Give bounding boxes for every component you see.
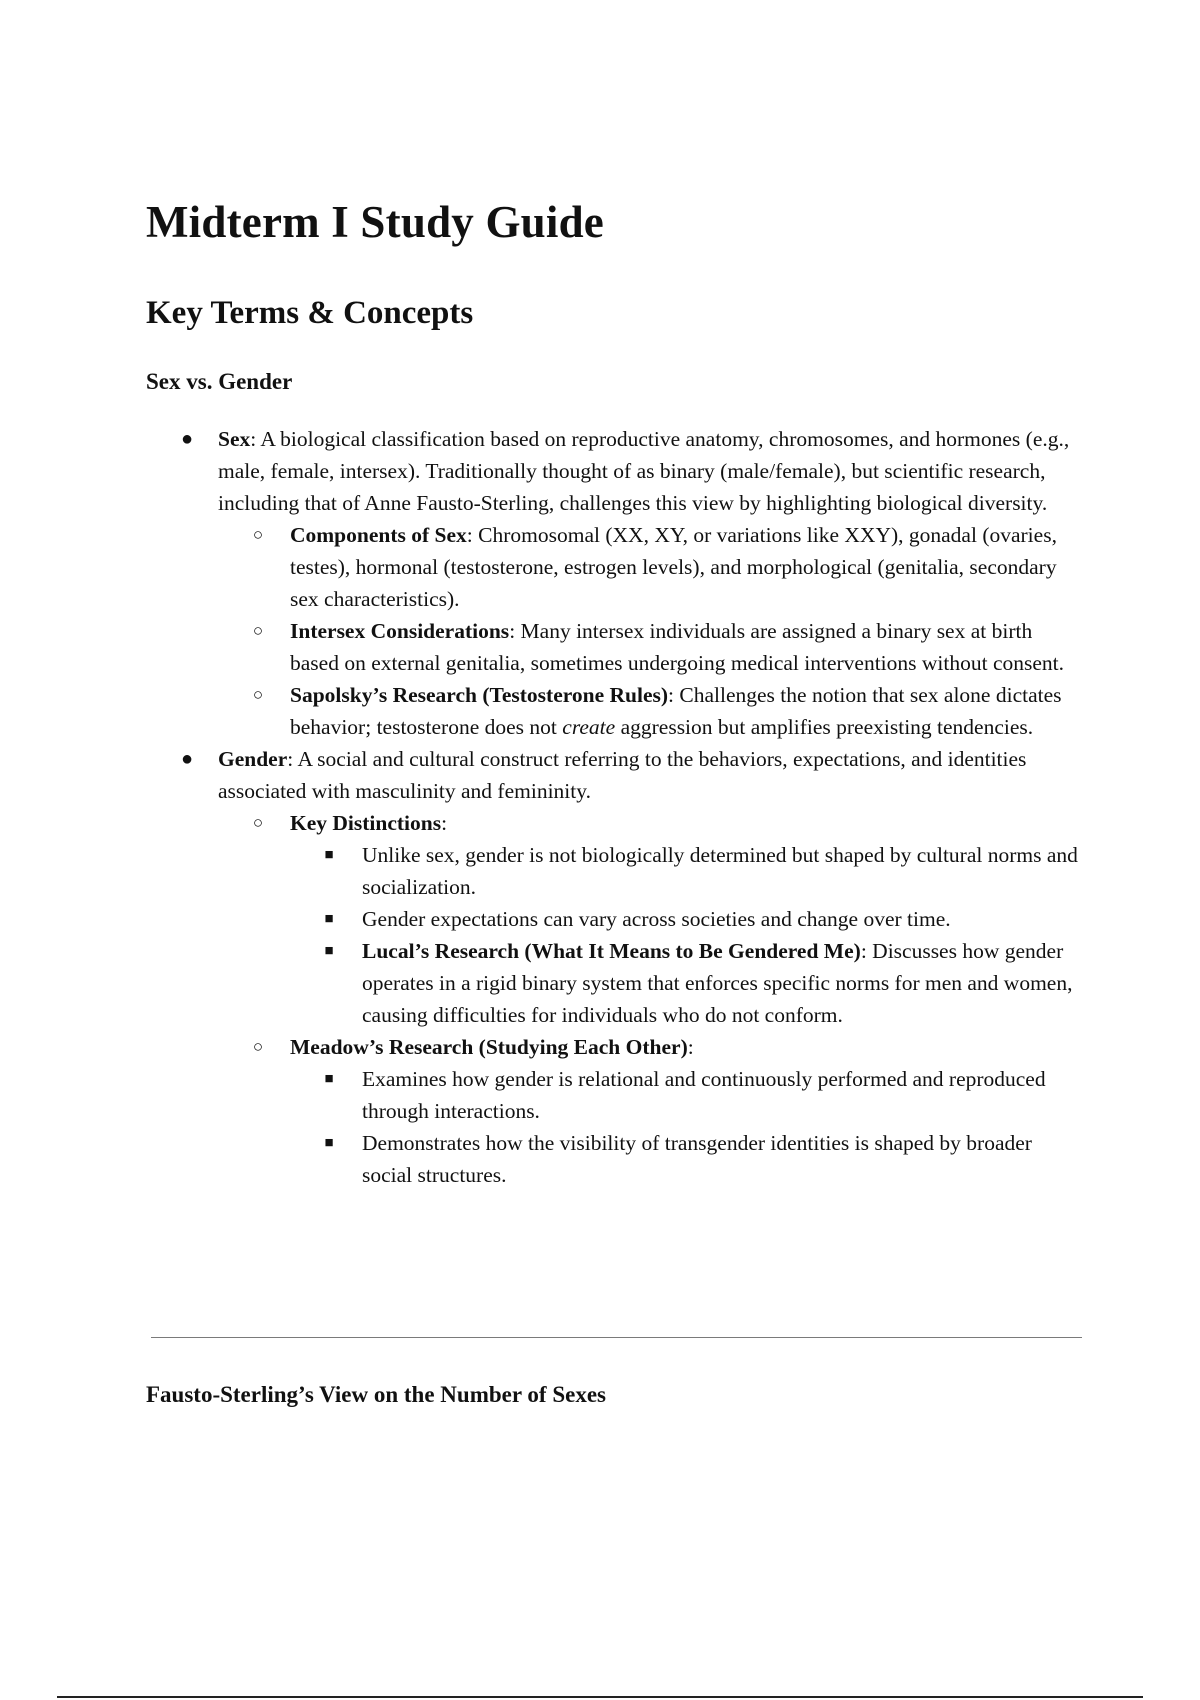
hollow-circle-bullet-icon: ○ bbox=[252, 685, 264, 704]
list-item-distinction-1 bbox=[290, 839, 1086, 903]
text-distinction-2: Gender expectations can vary across societies and change over time. bbox=[362, 907, 951, 931]
list-item-gender bbox=[146, 743, 1086, 1191]
page-bottom-rule bbox=[57, 1696, 1143, 1698]
filled-circle-bullet-icon: ● bbox=[180, 748, 194, 770]
key-distinctions-sublist bbox=[290, 839, 1086, 1031]
text-intersex-considerations: : Many intersex individuals are assigned a binary sex at birth based on external genitalia, sometimes undergoing medical interventions without consent. bbox=[290, 619, 1065, 675]
definition-sex: : A biological classification based on reproductive anatomy, chromosomes, and hormones (e.g., male, female, intersex). Traditionally thought of as binary (male/female), but scientific research, including that of Anne Fausto-Sterling, challenges this view by highlighting biological diversity. bbox=[218, 427, 1070, 515]
colon-key-distinctions: : bbox=[441, 811, 448, 835]
top-level-list bbox=[146, 423, 1086, 1191]
list-item-key-distinctions bbox=[218, 807, 1086, 1031]
list-item-meadow-1 bbox=[290, 1063, 1086, 1127]
term-sapolsky-research: Sapolsky’s Research (Testosterone Rules) bbox=[290, 683, 669, 707]
text-lucal-research: : Discusses how gender operates in a rigid binary system that enforces specific norms for men and women, causing difficulties for individuals who do not conform. bbox=[362, 939, 1073, 1027]
list-item-intersex-considerations bbox=[218, 615, 1086, 679]
filled-circle-bullet-icon: ● bbox=[180, 428, 194, 450]
colon-meadow-research: : bbox=[687, 1035, 694, 1059]
list-item-meadow-research bbox=[218, 1031, 1086, 1191]
hollow-circle-bullet-icon: ○ bbox=[252, 621, 264, 640]
definition-gender: : A social and cultural construct referring to the behaviors, expectations, and identities associated with masculinity and femininity. bbox=[218, 747, 1027, 803]
term-sex: Sex bbox=[218, 427, 251, 451]
term-gender: Gender bbox=[218, 747, 288, 771]
square-bullet-icon: ■ bbox=[324, 943, 334, 959]
study-guide-content bbox=[146, 423, 1086, 1191]
term-key-distinctions: Key Distinctions bbox=[290, 811, 442, 835]
text-sapolsky-after: aggression but amplifies preexisting tendencies. bbox=[615, 715, 1034, 739]
text-distinction-1: Unlike sex, gender is not biologically determined but shaped by cultural norms and socialization. bbox=[362, 843, 1078, 899]
term-components-of-sex: Components of Sex bbox=[290, 523, 467, 547]
square-bullet-icon: ■ bbox=[324, 1135, 334, 1151]
list-item-lucal-research bbox=[290, 935, 1086, 1031]
list-item-sex bbox=[146, 423, 1086, 743]
text-sapolsky-before: : Challenges the notion that sex alone dictates behavior; testosterone does not bbox=[290, 683, 1062, 739]
term-lucal-research: Lucal’s Research (What It Means to Be Gendered Me) bbox=[362, 939, 861, 963]
subheading-fausto-sterling-view: Fausto-Sterling’s View on the Number of Sexes bbox=[146, 1382, 606, 1407]
subheading-sex-vs-gender: Sex vs. Gender bbox=[146, 369, 293, 394]
term-meadow-research: Meadow’s Research (Studying Each Other) bbox=[290, 1035, 688, 1059]
hollow-circle-bullet-icon: ○ bbox=[252, 813, 264, 832]
emphasis-create: create bbox=[562, 715, 616, 739]
section-heading-key-terms: Key Terms & Concepts bbox=[146, 295, 474, 331]
text-meadow-1: Examines how gender is relational and continuously performed and reproduced through interactions. bbox=[362, 1067, 1046, 1123]
text-components-of-sex: : Chromosomal (XX, XY, or variations like XXY), gonadal (ovaries, testes), hormonal (testosterone, estrogen levels), and morphological (genitalia, secondary sex characteristics). bbox=[290, 523, 1057, 611]
meadow-sublist bbox=[290, 1063, 1086, 1191]
square-bullet-icon: ■ bbox=[324, 911, 334, 927]
page-title: Midterm I Study Guide bbox=[146, 197, 604, 247]
list-item-meadow-2 bbox=[290, 1127, 1086, 1191]
list-item-sapolsky-research bbox=[218, 679, 1086, 743]
text-meadow-2: Demonstrates how the visibility of transgender identities is shaped by broader social structures. bbox=[362, 1131, 1032, 1187]
sex-sublist bbox=[218, 519, 1086, 743]
square-bullet-icon: ■ bbox=[324, 847, 334, 863]
gender-sublist bbox=[218, 807, 1086, 1191]
square-bullet-icon: ■ bbox=[324, 1071, 334, 1087]
list-item-distinction-2 bbox=[290, 903, 1086, 935]
hollow-circle-bullet-icon: ○ bbox=[252, 1037, 264, 1056]
horizontal-divider bbox=[151, 1337, 1082, 1338]
term-intersex-considerations: Intersex Considerations bbox=[290, 619, 510, 643]
hollow-circle-bullet-icon: ○ bbox=[252, 525, 264, 544]
list-item-components-of-sex bbox=[218, 519, 1086, 615]
